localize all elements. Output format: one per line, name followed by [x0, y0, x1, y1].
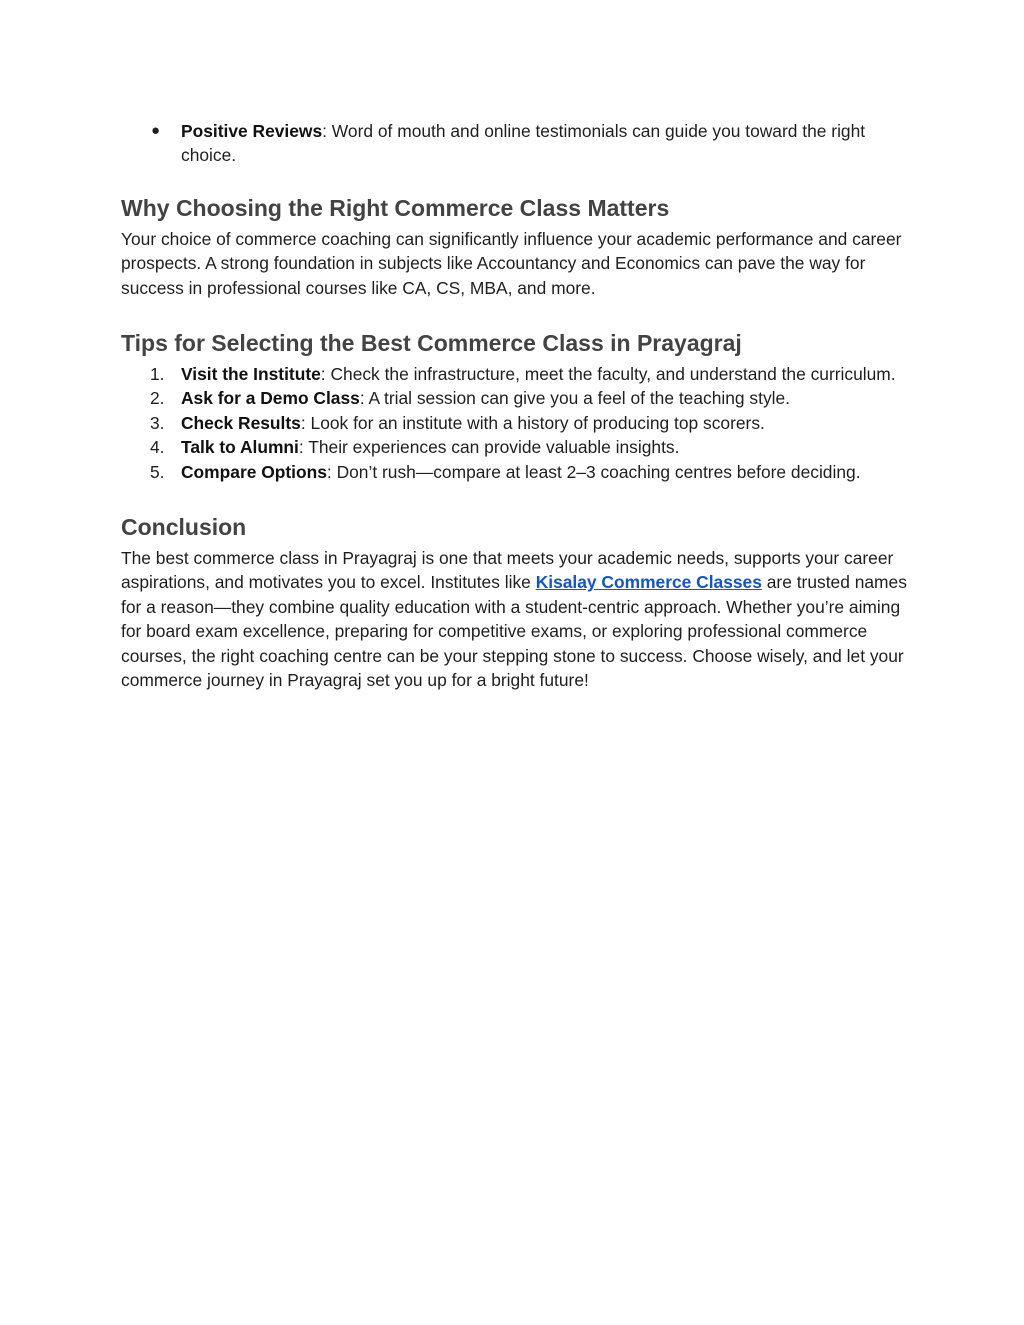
conclusion-text-before-link: The best commerce class in Prayagraj is one that meets your academic needs, supports your career aspirations, and motivates you to excel. Institutes like — [121, 548, 894, 593]
list-item-text: : Check the infrastructure, meet the faculty, and understand the curriculum. — [320, 364, 896, 385]
list-number: 5. — [150, 461, 165, 482]
list-item-text: : A trial session can give you a feel of the teaching style. — [359, 388, 791, 409]
list-item-title: Compare Options — [181, 461, 327, 482]
list-item-title: Visit the Institute — [181, 364, 321, 385]
kisalay-commerce-classes-link[interactable]: Kisalay Commerce Classes — [535, 572, 762, 593]
document-content — [121, 119, 911, 693]
list-item-title: Ask for a Demo Class — [181, 388, 360, 409]
heading-conclusion: Conclusion — [121, 514, 247, 541]
list-number: 4. — [150, 437, 165, 458]
list-item — [121, 411, 911, 435]
list-number: 1. — [150, 364, 165, 385]
conclusion-text-after-link: are trusted names for a reason—they combine quality education with a student-centric approach. Whether you’re aiming for board exam excellence, preparing for competitive exams, or exploring professional commerce courses, the right coaching centre can be your stepping stone to success. Choose wisely, and let your commerce journey in Prayagraj set you up for a bright future! — [121, 572, 907, 691]
list-number: 3. — [150, 412, 165, 433]
paragraph-why-choosing: Your choice of commerce coaching can significantly influence your academic performance and career prospects. A strong foundation in subjects like Accountancy and Economics can pave the way for success in professional courses like CA, CS, MBA, and more. — [121, 228, 902, 298]
tips-list — [121, 362, 911, 484]
list-number: 2. — [150, 388, 165, 409]
list-item — [121, 460, 911, 484]
list-item-title: Check Results — [181, 412, 301, 433]
list-item-text: : Look for an institute with a history of producing top scorers. — [300, 412, 765, 433]
bullet-text: : Word of mouth and online testimonials can guide you toward the right choice. — [181, 121, 866, 166]
heading-tips: Tips for Selecting the Best Commerce Class in Prayagraj — [121, 330, 742, 357]
bullet-icon: ● — [151, 122, 161, 139]
list-item-title: Talk to Alumni — [181, 437, 299, 458]
bullet-item-positive-reviews — [121, 119, 911, 168]
bullet-title: Positive Reviews — [181, 121, 323, 141]
list-item — [121, 435, 911, 459]
heading-why-choosing: Why Choosing the Right Commerce Class Matters — [121, 194, 670, 221]
list-item — [121, 362, 911, 386]
list-item — [121, 386, 911, 410]
list-item-text: : Don’t rush—compare at least 2–3 coaching centres before deciding. — [326, 461, 861, 482]
list-item-text: : Their experiences can provide valuable insights. — [298, 437, 680, 458]
paragraph-conclusion — [121, 546, 911, 692]
